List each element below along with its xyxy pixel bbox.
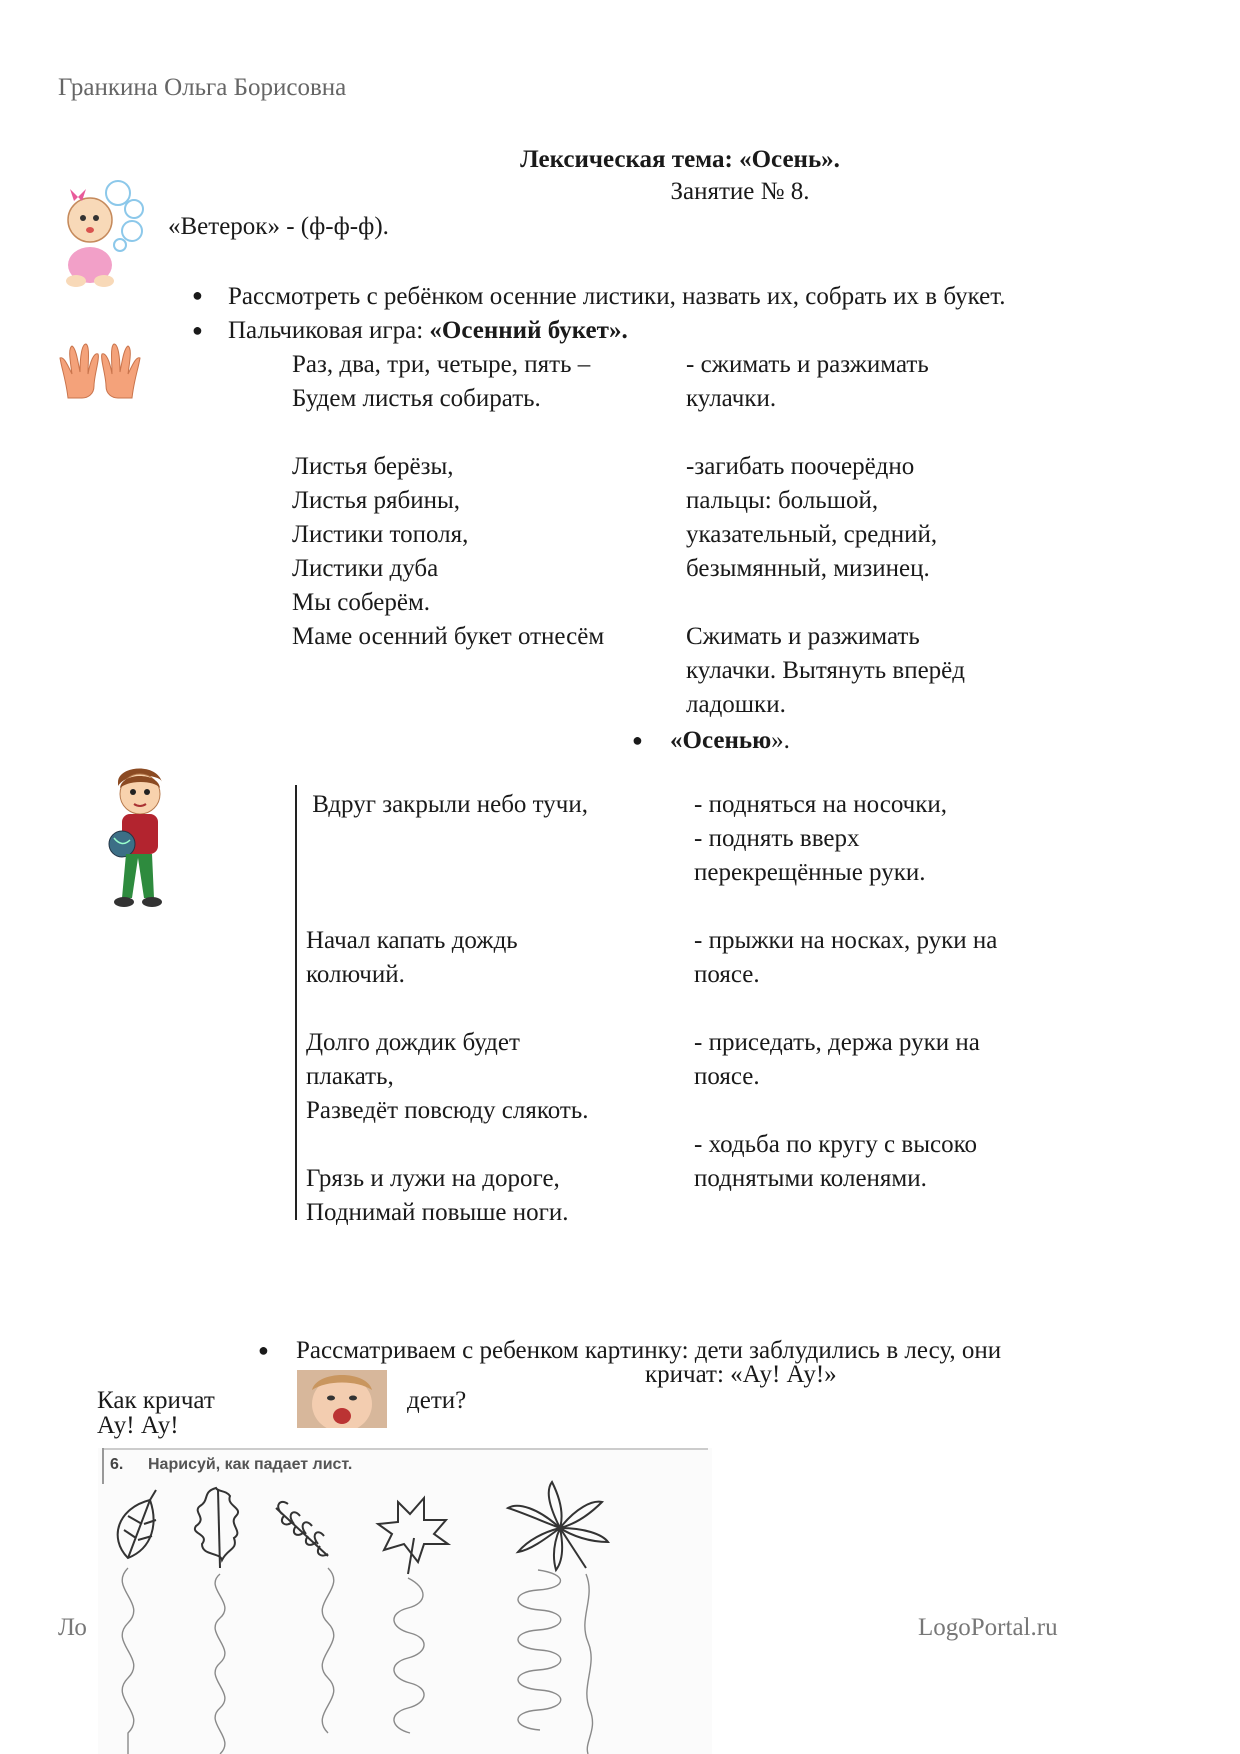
- movement-line: поднятыми коленями.: [694, 1165, 927, 1192]
- autumn-title-rest: ».: [771, 727, 790, 754]
- movement-line: - подняться на носочки,: [694, 791, 948, 818]
- poem-line: Начал капать дождь: [306, 927, 518, 954]
- bullet-icon: ●: [192, 285, 203, 305]
- movement-line: - поднять вверх: [694, 825, 860, 852]
- worksheet-number: 6.: [110, 1456, 124, 1473]
- poem-line: [306, 822, 686, 856]
- movement-line: - сжимать и разжимать: [686, 351, 929, 378]
- poem-line: Листья рябины,: [292, 487, 461, 514]
- poem-line: Будем листья собирать.: [292, 385, 541, 412]
- picture-task-line1: Рассматриваем с ребенком картинку: дети заблудились в лесу, они: [296, 1337, 1002, 1364]
- movement-line: - приседать, держа руки на: [694, 1029, 980, 1056]
- poem-line: Поднимай повыше ноги.: [306, 1199, 569, 1226]
- finger-game-title: «Осенний букет».: [429, 317, 628, 344]
- movement-line: перекрещённые руки.: [694, 859, 926, 886]
- picture-task-line2: кричат: «Ау! Ау!»: [645, 1361, 837, 1388]
- movement-line: [694, 992, 1054, 1026]
- movement-line: поясе.: [694, 1063, 760, 1090]
- poem-line: Листья берёзы,: [292, 453, 454, 480]
- movement-line: кулачки. Вытянуть вперёд: [686, 657, 965, 684]
- task-look-leaves: Рассмотреть с ребёнком осенние листики, назвать их, собрать их в букет.: [228, 283, 1006, 310]
- question-line2: Ау! Ау!: [97, 1412, 179, 1439]
- oak-leaf-icon: [195, 1488, 238, 1560]
- movement-line: безымянный, мизинец.: [686, 555, 930, 582]
- maple-leaf-icon: [378, 1498, 448, 1562]
- bullet-icon: ●: [192, 320, 203, 340]
- movement-line: поясе.: [694, 961, 760, 988]
- poem-line: Раз, два, три, четыре, пять –: [292, 351, 591, 378]
- question-right: дети?: [407, 1387, 467, 1414]
- footer-left-text: Ло: [58, 1614, 87, 1641]
- poem-line: Грязь и лужи на дороге,: [306, 1165, 560, 1192]
- worksheet-instruction: Нарисуй, как падает лист.: [148, 1456, 353, 1473]
- shouting-child-photo: [297, 1370, 387, 1428]
- poem-line: Листики тополя,: [292, 521, 469, 548]
- poem-line: [292, 416, 672, 450]
- movement-line: - ходьба по кругу с высоко: [694, 1131, 977, 1158]
- breathing-exercise: «Ветерок» - (ф-ф-ф).: [168, 213, 389, 240]
- poem-line: Маме осенний букет отнесём: [292, 623, 605, 650]
- autumn-poem: [306, 788, 686, 1230]
- poem-line: Мы соберём.: [292, 589, 431, 616]
- birch-leaf-icon: [118, 1500, 154, 1558]
- movement-line: [686, 586, 1026, 620]
- poem-line: [306, 890, 686, 924]
- poem-line: колючий.: [306, 961, 405, 988]
- poem-line: [306, 1128, 686, 1162]
- chestnut-leaf-icon: [508, 1482, 608, 1570]
- poem-line: [306, 992, 686, 1026]
- leaf-worksheet: [98, 1448, 712, 1754]
- question-left: Как кричат: [97, 1387, 215, 1414]
- poem-line: Листики дуба: [292, 555, 439, 582]
- movement-line: [694, 1094, 1054, 1128]
- autumn-game-title: [670, 724, 790, 758]
- finger-game-movements: [686, 348, 1026, 722]
- bullet-icon: ●: [258, 1340, 269, 1360]
- movement-line: [686, 416, 1026, 450]
- poem-divider-line: [295, 785, 297, 1220]
- poem-line: плакать,: [306, 1063, 394, 1090]
- movement-line: [694, 890, 1054, 924]
- autumn-movements: [694, 788, 1054, 1196]
- author-name: Гранкина Ольга Борисовна: [58, 74, 347, 101]
- movement-line: -загибать поочерёдно: [686, 453, 915, 480]
- lexical-theme-title: Лексическая тема: «Осень».: [520, 146, 840, 173]
- poem-line: Долго дождик будет: [306, 1029, 520, 1056]
- finger-game-prefix: Пальчиковая игра:: [228, 317, 430, 344]
- poem-line: Разведёт повсюду слякоть.: [306, 1097, 589, 1124]
- finger-game-poem: [292, 348, 672, 654]
- falling-leaves-drawing: [98, 1478, 712, 1754]
- footer-site-link[interactable]: LogoPortal.ru: [918, 1614, 1058, 1641]
- movement-line: - прыжки на носках, руки на: [694, 927, 998, 954]
- baby-bubbles-illustration: [58, 175, 148, 290]
- poem-line: [306, 856, 686, 890]
- hands-illustration: [58, 340, 143, 400]
- movement-line: Сжимать и разжимать: [686, 623, 920, 650]
- movement-line: пальцы: большой,: [686, 487, 879, 514]
- boy-with-ball-illustration: [100, 762, 180, 912]
- movement-line: указательный, средний,: [686, 521, 938, 548]
- poem-line: Вдруг закрыли небо тучи,: [306, 791, 588, 818]
- movement-line: ладошки.: [686, 691, 786, 718]
- autumn-title-bold: «Осенью: [670, 727, 772, 754]
- worksheet-top-rule: [102, 1448, 708, 1450]
- task-finger-game: [228, 314, 628, 348]
- movement-line: кулачки.: [686, 385, 777, 412]
- lesson-number: Занятие № 8.: [670, 178, 810, 205]
- bullet-icon: ●: [632, 730, 643, 750]
